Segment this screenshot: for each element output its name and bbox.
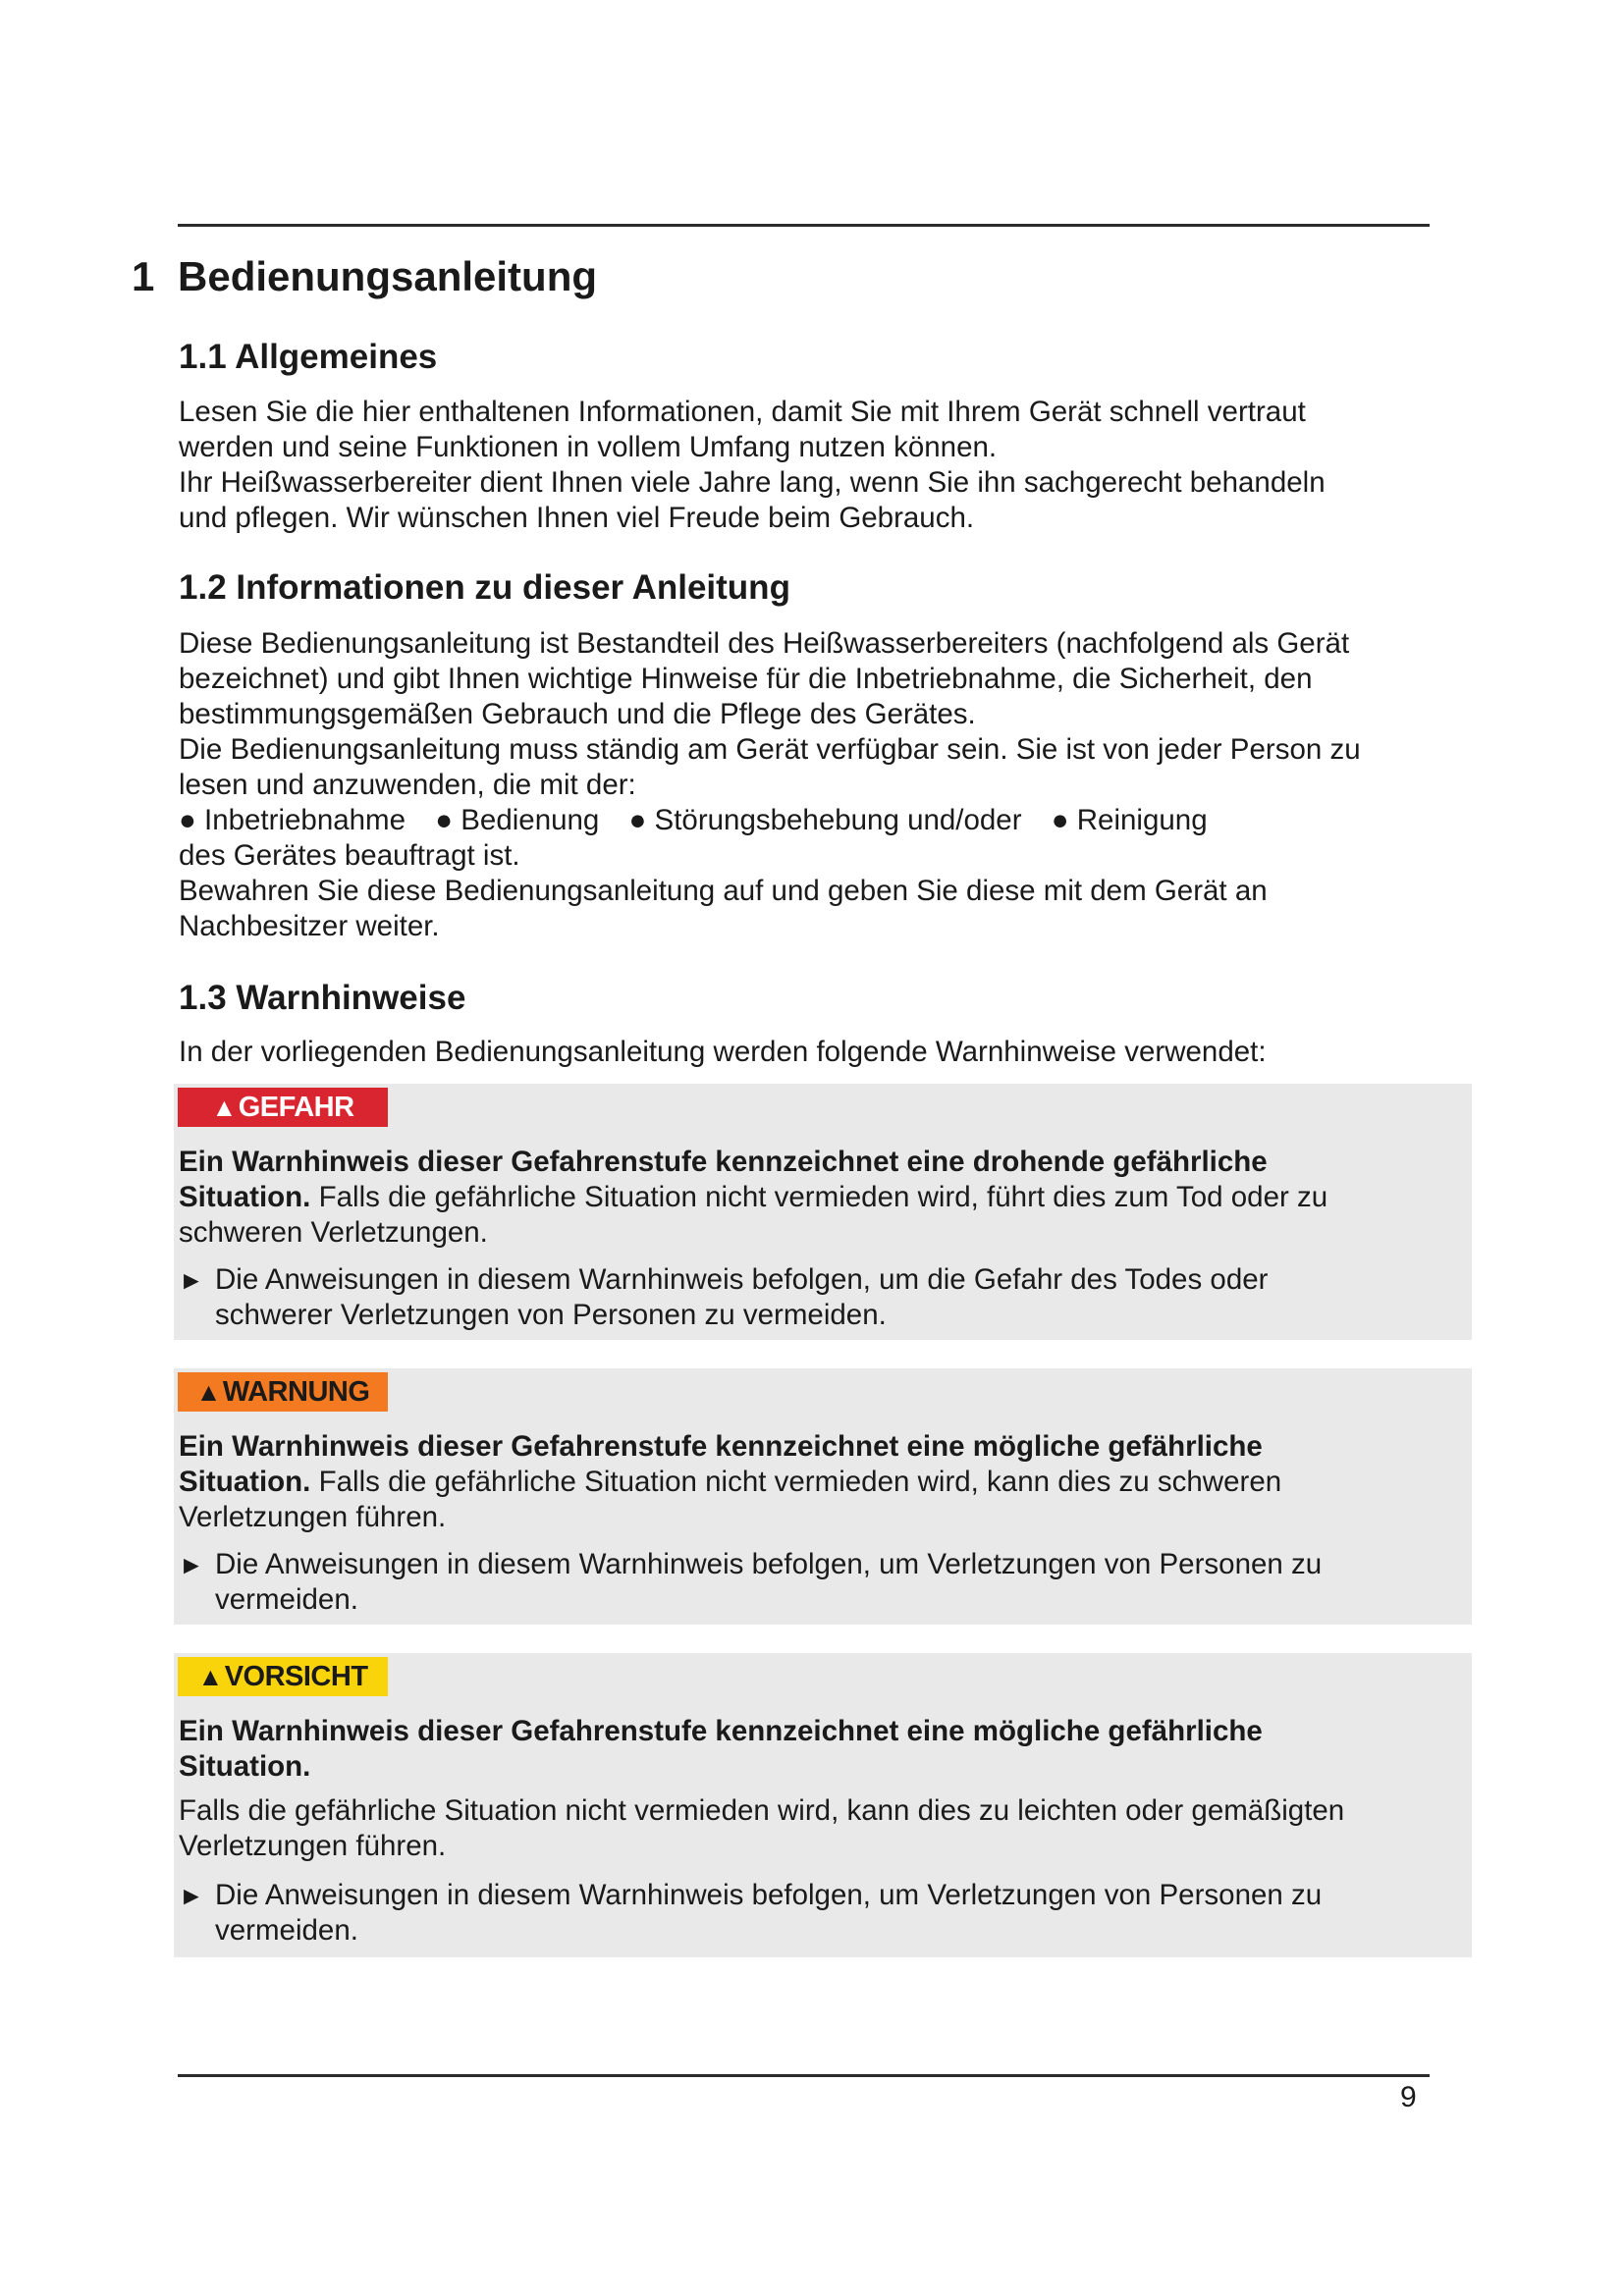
text-line: [179, 1547, 1455, 1582]
text-line: In der vorliegenden Bedienungsanleitung werden folgende Warnhinweise verwendet:: [179, 1036, 1267, 1068]
text-line: vermeiden.: [215, 1914, 358, 1947]
text-line: Nachbesitzer weiter.: [179, 910, 440, 942]
text-line: [179, 1714, 1455, 1749]
text-line: Die Bedienungsanleitung muss ständig am Gerät verfügbar sein. Sie ist von jeder Person zu: [179, 733, 1361, 766]
chapter-heading: [132, 253, 597, 300]
warning-instruction: [179, 1547, 1455, 1618]
text-line: [179, 1145, 1455, 1180]
bold-text: Situation.: [179, 1466, 311, 1498]
text-line: lesen und anzuwenden, die mit der:: [179, 769, 636, 801]
text-line: bezeichnet) und gibt Ihnen wichtige Hinweise für die Inbetriebnahme, die Sicherheit, den: [179, 663, 1313, 695]
warning-box-warnung: [174, 1368, 1472, 1625]
badge-label: WARNUNG: [222, 1376, 370, 1408]
warnung-badge: [178, 1372, 388, 1412]
text-line: vermeiden.: [215, 1583, 358, 1616]
badge-label: VORSICHT: [224, 1661, 368, 1692]
text-line: schweren Verletzungen.: [179, 1216, 488, 1249]
section-1-2-body: [179, 626, 1455, 944]
text-span: Die Anweisungen in diesem Warnhinweis befolgen, um Verletzungen von Personen zu: [215, 1879, 1323, 1911]
text-line: [179, 1180, 1455, 1215]
page-number: 9: [1400, 2081, 1417, 2113]
section-1-2-title: 1.2 Informationen zu dieser Anleitung: [179, 568, 790, 607]
text-line: Diese Bedienungsanleitung ist Bestandteil des Heißwasserbereiters (nachfolgend als Gerät: [179, 627, 1350, 660]
text-line: [179, 1429, 1455, 1465]
chapter-number: 1: [132, 253, 155, 299]
warning-triangle-icon: ▲: [197, 1662, 223, 1691]
text-line: und pflegen. Wir wünschen Ihnen viel Freude beim Gebrauch.: [179, 502, 975, 534]
text-line: Falls die gefährliche Situation nicht vermieden wird, kann dies zu leichten oder gemäßigten: [179, 1794, 1345, 1827]
text-line: des Gerätes beauftragt ist.: [179, 839, 520, 872]
bold-text: Situation.: [179, 1750, 311, 1783]
bullet-item: ● Reinigung: [1051, 804, 1208, 836]
section-1-3-intro: [179, 1035, 1455, 1070]
bullet-item: ● Bedienung: [435, 804, 600, 836]
warning-box-vorsicht: [174, 1653, 1472, 1957]
bold-text: Ein Warnhinweis dieser Gefahrenstufe kennzeichnet eine drohende gefährliche: [179, 1146, 1268, 1178]
bold-text: Ein Warnhinweis dieser Gefahrenstufe kennzeichnet eine mögliche gefährliche: [179, 1715, 1263, 1747]
play-arrow-icon: ►: [179, 1881, 204, 1910]
text-span: Die Anweisungen in diesem Warnhinweis befolgen, um die Gefahr des Todes oder: [215, 1263, 1269, 1296]
section-1-1-body: [179, 395, 1455, 536]
text-line: [179, 1262, 1455, 1298]
bold-text: Ein Warnhinweis dieser Gefahrenstufe kennzeichnet eine mögliche gefährliche: [179, 1430, 1263, 1463]
text-line: Ihr Heißwasserbereiter dient Ihnen viele Jahre lang, wenn Sie ihn sachgerecht behandeln: [179, 466, 1326, 499]
warning-instruction: [179, 1262, 1455, 1333]
warning-text: [179, 1429, 1455, 1535]
play-arrow-icon: ►: [179, 1550, 204, 1579]
text-span: Falls die gefährliche Situation nicht vermieden wird, führt dies zum Tod oder zu: [310, 1181, 1328, 1213]
warning-text: [179, 1714, 1455, 1864]
header-rule: [178, 224, 1430, 227]
bullet-item: ● Störungsbehebung und/oder: [628, 804, 1022, 836]
section-1-1-title: 1.1 Allgemeines: [179, 338, 438, 376]
text-span: Die Anweisungen in diesem Warnhinweis befolgen, um Verletzungen von Personen zu: [215, 1548, 1323, 1580]
gefahr-badge: [178, 1088, 388, 1127]
warning-instruction: [179, 1878, 1455, 1949]
vorsicht-badge: [178, 1657, 388, 1696]
warning-text: [179, 1145, 1455, 1251]
text-span: Falls die gefährliche Situation nicht vermieden wird, kann dies zu schweren: [310, 1466, 1282, 1498]
chapter-title: Bedienungsanleitung: [178, 253, 598, 299]
bold-text: Situation.: [179, 1181, 311, 1213]
section-1-3-title: 1.3 Warnhinweise: [179, 979, 466, 1017]
text-line: Verletzungen führen.: [179, 1830, 447, 1862]
text-line: Verletzungen führen.: [179, 1501, 447, 1533]
warning-box-gefahr: [174, 1084, 1472, 1340]
bullet-text: Inbetriebnahme: [204, 804, 406, 836]
bullet-text: Störungsbehebung und/oder: [654, 804, 1022, 836]
text-line: [179, 1465, 1455, 1500]
bullet-text: Reinigung: [1076, 804, 1208, 836]
play-arrow-icon: ►: [179, 1265, 204, 1295]
warning-triangle-icon: ▲: [211, 1093, 237, 1122]
bullet-text: Bedienung: [460, 804, 600, 836]
text-line: [179, 1878, 1455, 1913]
text-line: bestimmungsgemäßen Gebrauch und die Pflege des Gerätes.: [179, 698, 976, 730]
warning-triangle-icon: ▲: [195, 1377, 221, 1407]
badge-label: GEFAHR: [238, 1092, 354, 1123]
text-line: [179, 1749, 1455, 1785]
text-line: Bewahren Sie diese Bedienungsanleitung auf und geben Sie diese mit dem Gerät an: [179, 875, 1268, 907]
text-line: Lesen Sie die hier enthaltenen Informationen, damit Sie mit Ihrem Gerät schnell vertraut: [179, 396, 1306, 428]
text-line: schwerer Verletzungen von Personen zu vermeiden.: [215, 1299, 887, 1331]
bullet-list: [179, 803, 1455, 838]
bullet-item: ● Inbetriebnahme: [179, 804, 406, 836]
footer-rule: [178, 2074, 1430, 2077]
text-line: werden und seine Funktionen in vollem Umfang nutzen können.: [179, 431, 998, 463]
